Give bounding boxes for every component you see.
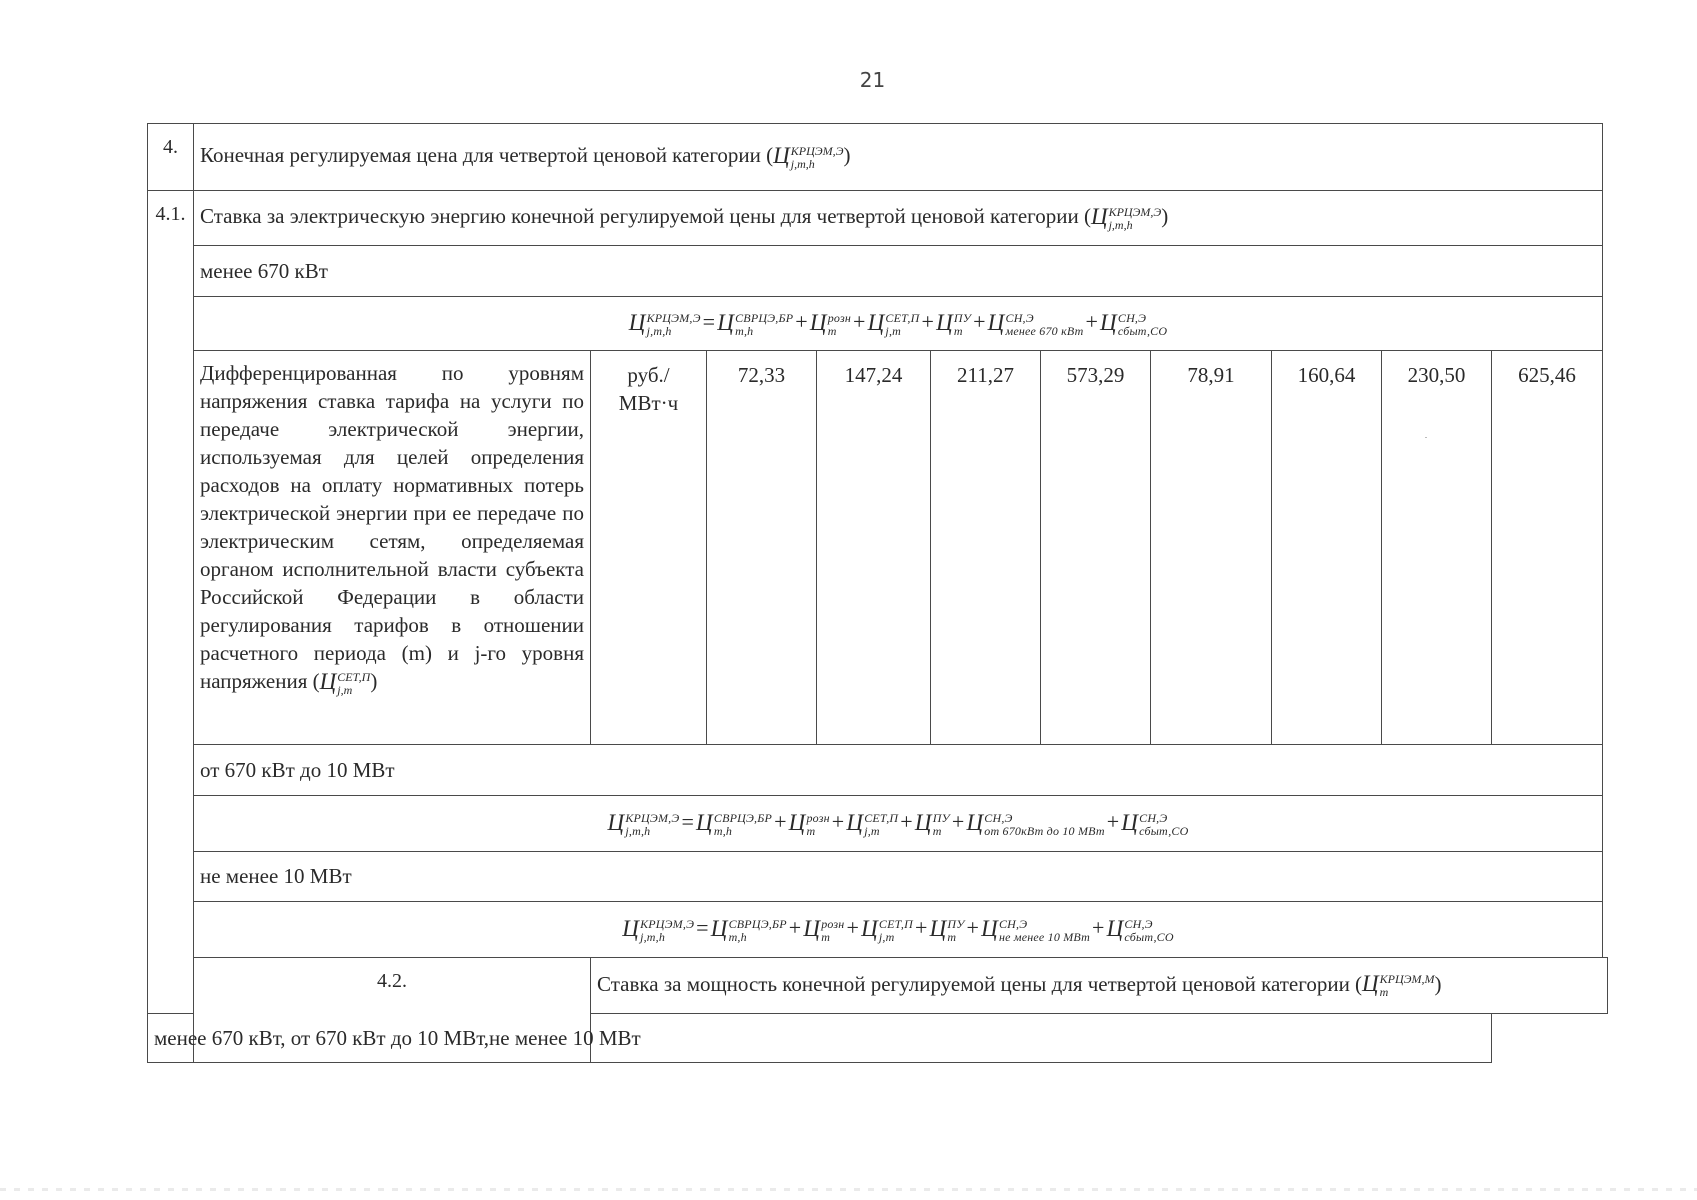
price-symbol: Ц КРЦЭМ,М m [1362,971,1435,1000]
row-4-2 [148,958,1608,1014]
row-number: 4.1. [148,191,194,1014]
title-text: Конечная регулируемая цена для четвертой ценовой категории ( [200,143,774,168]
formula-row [148,297,1608,351]
scan-artifact [0,1188,1697,1191]
formula-row [148,796,1608,852]
rate-description: Дифференцированная по уровням напряжения ставка тарифа на услуги по передаче электрической энергии, используемая для целей определения расходов на оплату нормативных потерь электрической энергии при ее передаче по электрическим сетям, определяемая органом исполнительной власти субъекта Российской Федерации в области регулирования тарифов в отношении расчетного периода (m) и j-го уровня напряжения (Ц СЕТ,П j,m ) [194,351,591,745]
row-4-1 [148,191,1608,246]
rate-row [148,351,1608,745]
unit: руб./ МВт·ч [591,351,707,745]
row-title: Конечная регулируемая цена для четвертой ценовой категории (Ц КРЦЭМ,Э j,m,h ) [194,124,1603,191]
formula: Ц КРЦЭМ,Э j,m,h =Ц СВРЦЭ,БР m,h +Ц розн m +Ц СЕТ,П j,m +Ц ПУ m +Ц СН,Э не менее 10 МВт +Ц СН,Э сбыт,СО [194,902,1603,958]
title-text: Ставка за электрическую энергию конечной регулируемой цены для четвертой ценовой категории ( [200,204,1091,229]
range-label: не менее 10 МВт [194,852,1603,902]
row-number: 4.2. [194,958,591,1063]
range-row [148,246,1608,297]
scan-speck [1425,437,1427,438]
range-row [148,852,1608,902]
price-symbol: Ц КРЦЭМ,Э j,m,h [1090,203,1162,232]
row-title: Ставка за электрическую энергию конечной регулируемой цены для четвертой ценовой категории (Ц КРЦЭМ,Э j,m,h ) [194,191,1603,246]
rate-value: 78,91 [1151,351,1272,745]
rate-value: 147,24 [817,351,931,745]
tariff-table [147,123,1608,1063]
row-number: 4. [148,124,194,191]
range-label: менее 670 кВт, от 670 кВт до 10 МВт,не менее 10 МВт [148,1014,1492,1063]
title-text: Ставка за мощность конечной регулируемой цены для четвертой ценовой категории ( [597,971,1363,996]
rate-value: 211,27 [931,351,1041,745]
row-4 [148,124,1608,191]
formula-row [148,902,1608,958]
range-row [148,745,1608,796]
formula: Ц КРЦЭМ,Э j,m,h =Ц СВРЦЭ,БР m,h +Ц розн m +Ц СЕТ,П j,m +Ц ПУ m +Ц СН,Э менее 670 кВт +Ц СН,Э сбыт,СО [194,297,1603,351]
rate-value: 573,29 [1041,351,1151,745]
range-row [148,1014,1608,1063]
price-symbol: Ц КРЦЭМ,Э j,m,h [773,142,844,171]
range-label: менее 670 кВт [194,246,1603,297]
rate-value: 230,50 [1382,351,1492,745]
formula: Ц КРЦЭМ,Э j,m,h =Ц СВРЦЭ,БР m,h +Ц розн m +Ц СЕТ,П j,m +Ц ПУ m +Ц СН,Э от 670кВт до 10 МВт +Ц СН,Э сбыт,СО [194,796,1603,852]
rate-value: 625,46 [1492,351,1603,745]
page-number: 21 [859,68,886,92]
rate-value: 160,64 [1272,351,1382,745]
rate-value: 72,33 [707,351,817,745]
row-title: Ставка за мощность конечной регулируемой цены для четвертой ценовой категории (Ц КРЦЭМ,М m ) [591,958,1608,1014]
range-label: от 670 кВт до 10 МВт [194,745,1603,796]
